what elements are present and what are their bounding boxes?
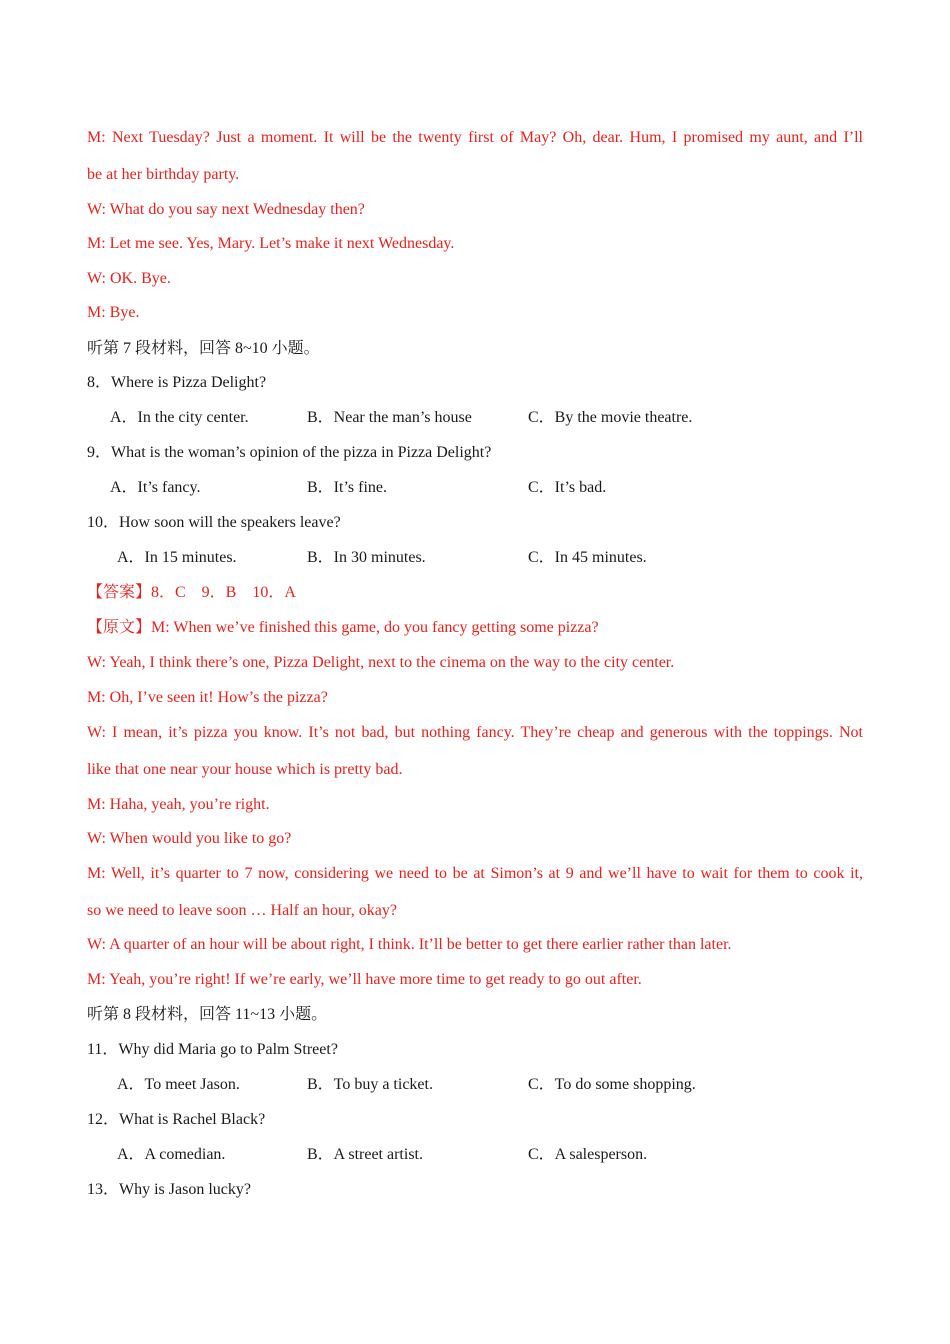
q9-option-c: C．It’s bad.: [528, 479, 607, 496]
transcript-line: M: Let me see. Yes, Mary. Let’s make it next Wednesday.: [87, 235, 455, 252]
question-13: 13．Why is Jason lucky?: [87, 1181, 251, 1198]
q12-option-b: B．A street artist.: [307, 1146, 423, 1163]
question-9: 9．What is the woman’s opinion of the pizza in Pizza Delight?: [87, 444, 492, 461]
section-heading: 听第 7 段材料，回答 8~10 小题。: [87, 340, 320, 357]
question-12: 12．What is Rachel Black?: [87, 1111, 266, 1128]
answer-key: 【答案】8．C 9．B 10．A: [87, 584, 296, 601]
transcript-line: be at her birthday party.: [87, 166, 240, 183]
transcript-line: W: When would you like to go?: [87, 830, 292, 847]
transcript-line: W: What do you say next Wednesday then?: [87, 201, 365, 218]
question-10: 10．How soon will the speakers leave?: [87, 514, 341, 531]
q12-option-a: A．A comedian.: [117, 1146, 226, 1163]
transcript-text: M: When we’ve finished this game, do you fancy getting some pizza?: [151, 619, 599, 636]
transcript-line: like that one near your house which is pretty bad.: [87, 761, 403, 778]
section-heading: 听第 8 段材料，回答 11~13 小题。: [87, 1006, 328, 1023]
transcript-line: W: Yeah, I think there’s one, Pizza Delight, next to the cinema on the way to the city center.: [87, 654, 675, 671]
q12-option-c: C．A salesperson.: [528, 1146, 648, 1163]
q11-option-c: C．To do some shopping.: [528, 1076, 696, 1093]
q10-option-a: A．In 15 minutes.: [117, 549, 237, 566]
q10-option-b: B．In 30 minutes.: [307, 549, 426, 566]
transcript-line: M: Yeah, you’re right! If we’re early, we’ll have more time to get ready to go out after.: [87, 971, 642, 988]
q9-option-a: A．It’s fancy.: [110, 479, 201, 496]
transcript-line: M: Bye.: [87, 304, 140, 321]
transcript-line: W: OK. Bye.: [87, 270, 171, 287]
q8-option-a: A．In the city center.: [110, 409, 249, 426]
transcript-line: W: A quarter of an hour will be about right, I think. It’ll be better to get there earlier rather than later.: [87, 936, 732, 953]
transcript-line: [87, 618, 599, 638]
q8-option-b: B．Near the man’s house: [307, 409, 472, 426]
q11-option-a: A．To meet Jason.: [117, 1076, 240, 1093]
q8-option-c: C．By the movie theatre.: [528, 409, 693, 426]
transcript-line: M: Oh, I’ve seen it! How’s the pizza?: [87, 689, 328, 706]
transcript-line: M: Next Tuesday? Just a moment. It will be the twenty first of May? Oh, dear. Hum, I promised my aunt, and I’ll: [87, 129, 863, 146]
q11-option-b: B．To buy a ticket.: [307, 1076, 433, 1093]
transcript-line: so we need to leave soon … Half an hour, okay?: [87, 902, 397, 919]
q9-option-b: B．It’s fine.: [307, 479, 387, 496]
transcript-line: M: Haha, yeah, you’re right.: [87, 796, 270, 813]
q10-option-c: C．In 45 minutes.: [528, 549, 647, 566]
transcript-line: W: I mean, it’s pizza you know. It’s not bad, but nothing fancy. They’re cheap and generous with the toppings. Not: [87, 724, 863, 741]
question-8: 8．Where is Pizza Delight?: [87, 374, 267, 391]
transcript-label: 【原文】: [87, 619, 152, 636]
transcript-line: M: Well, it’s quarter to 7 now, considering we need to be at Simon’s at 9 and we’ll have to wait for them to cook it,: [87, 865, 863, 882]
question-11: 11．Why did Maria go to Palm Street?: [87, 1041, 338, 1058]
